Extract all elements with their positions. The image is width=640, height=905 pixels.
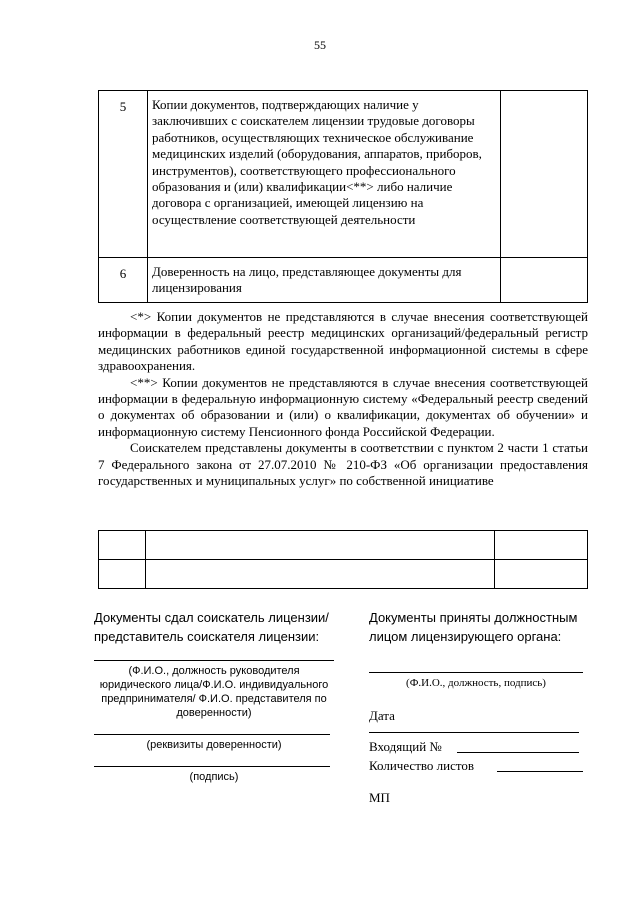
- power-of-attorney-line: [94, 734, 330, 735]
- submitter-heading: Документы сдал соискатель лицензии/представитель соискателя лицензии:: [94, 610, 329, 644]
- row-blank-cell: [501, 258, 588, 303]
- signature-line: [94, 766, 330, 767]
- initiative-statement: Соискателем представлены документы в соответствии с пунктом 2 части 1 статьи 7 Федерального закона от 27.07.2010 № 210-ФЗ «Об организации предоставления государственных и муниципальных услуг» по собственной инициативе: [98, 440, 588, 489]
- row-text: Доверенность на лицо, представляющее документы для лицензирования: [148, 258, 501, 303]
- blank-cell: [99, 531, 146, 560]
- fio-line: [94, 660, 334, 661]
- footnotes: [98, 309, 588, 489]
- stamp-field: [369, 790, 599, 806]
- date-field: [369, 708, 599, 724]
- submitter-column: [94, 608, 334, 784]
- sheet-count-field: [369, 758, 583, 774]
- date-label: Дата: [369, 708, 395, 723]
- fio-caption: (Ф.И.О., должность руководителя юридического лица/Ф.И.О. индивидуального предпринимателя/ Ф.И.О. представителя по доверенности): [99, 665, 329, 719]
- blank-table: [98, 530, 588, 589]
- table-row: [99, 531, 588, 560]
- signature-caption: (подпись): [189, 771, 239, 783]
- blank-cell: [495, 560, 588, 589]
- incoming-number-label: Входящий №: [369, 739, 442, 754]
- row-number: 6: [99, 258, 148, 303]
- row-blank-cell: [501, 91, 588, 258]
- blank-cell: [146, 531, 495, 560]
- table-row: [99, 560, 588, 589]
- documents-table: [98, 90, 588, 303]
- sheet-count-line: [497, 771, 583, 772]
- page-number: 55: [314, 38, 326, 52]
- receiver-column: [369, 608, 599, 806]
- receiver-fio-line: [369, 672, 583, 673]
- stamp-label: МП: [369, 790, 390, 805]
- footnote-2: <**> Копии документов не представляются в случае внесения соответствующей информации в федеральную информационную систему «Федеральный реестр сведений о документах об образовании и (или) о квалификации, документах об обучении» и информационную систему Пенсионного фонда Российской Федерации.: [98, 374, 588, 439]
- blank-cell: [495, 531, 588, 560]
- receiver-fio-caption: (Ф.И.О., должность, подпись): [406, 677, 546, 689]
- table-row: [99, 258, 588, 303]
- sheet-count-label: Количество листов: [369, 758, 475, 773]
- date-line: [369, 732, 579, 733]
- power-of-attorney-caption: (реквизиты доверенности): [146, 739, 282, 751]
- incoming-number-line: [457, 752, 579, 753]
- row-text: Копии документов, подтверждающих наличие у заключивших с соискателем лицензии трудовые договоры работников, осуществляющих техническое обслуживание медицинских изделий (оборудования, аппаратов, приборов, инструментов), соответствующего профессионального образования и (или) квалификации<**> либо наличие договора с организацией, имеющей лицензию на осуществление соответствующей деятельности: [148, 91, 501, 258]
- incoming-number-field: [369, 739, 579, 755]
- row-number: 5: [99, 91, 148, 258]
- blank-cell: [99, 560, 146, 589]
- footnote-1: <*> Копии документов не представляются в случае внесения соответствующей информации в федеральный реестр медицинских организаций/федеральный регистр медицинских работников единой государственной информационной системы в сфере здравоохранения.: [98, 309, 588, 374]
- receiver-heading: Документы приняты должностным лицом лицензирующего органа:: [369, 610, 578, 644]
- table-row: [99, 91, 588, 258]
- blank-cell: [146, 560, 495, 589]
